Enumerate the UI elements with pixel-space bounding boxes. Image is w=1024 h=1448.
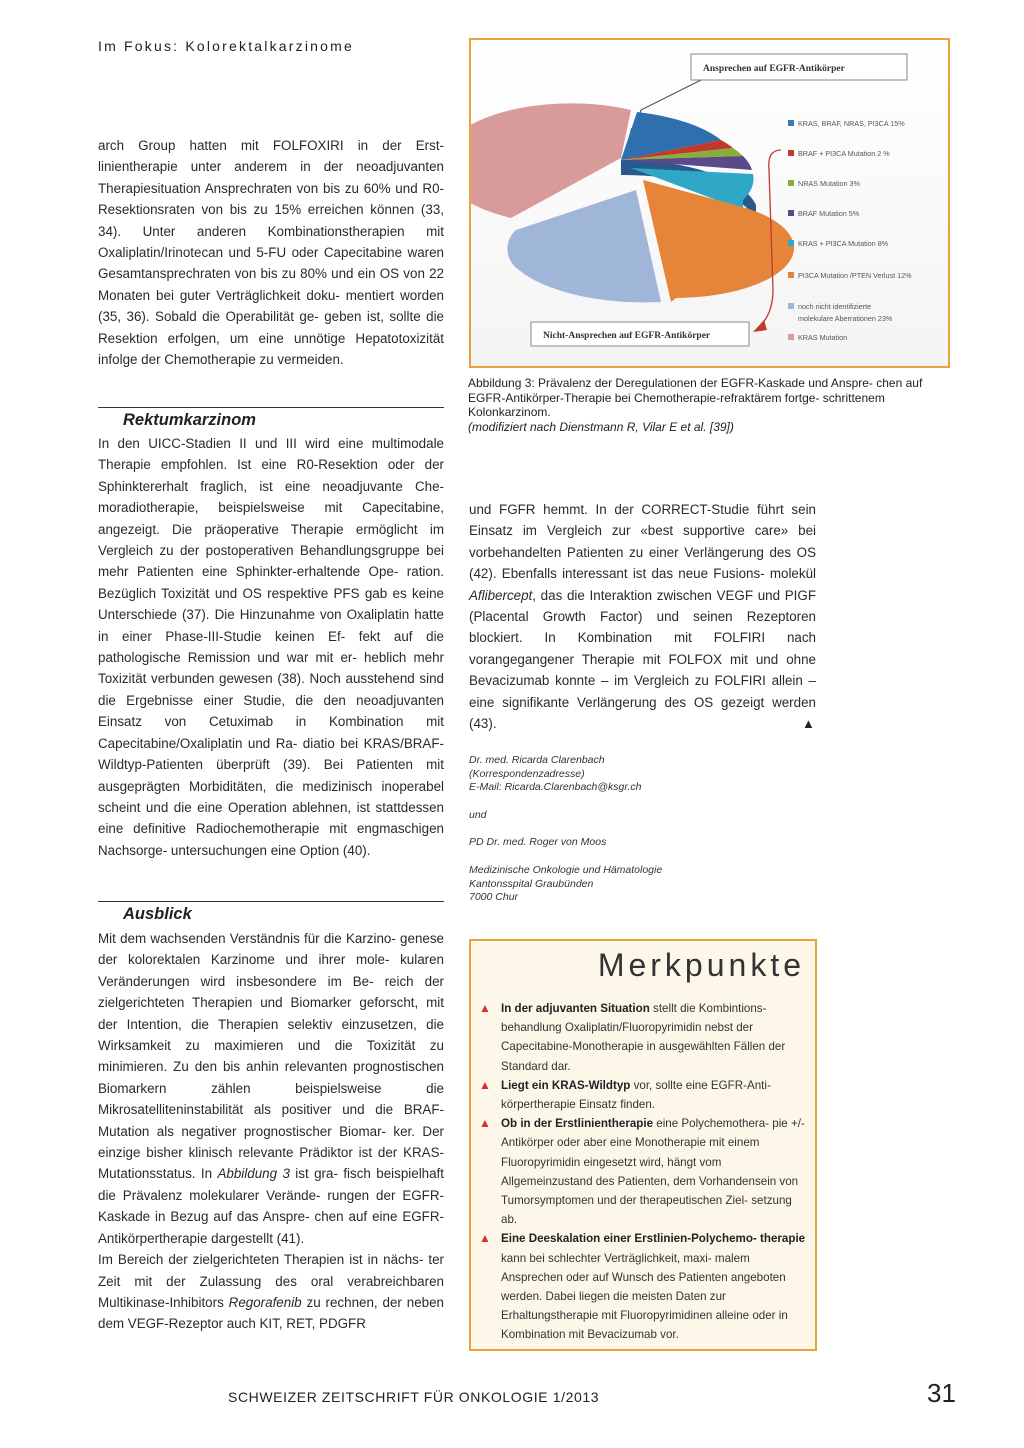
triangle-bullet-icon: ▲ <box>479 1077 491 1092</box>
non-response-label: Nicht-Ansprechen auf EGFR-Antikörper <box>543 331 711 341</box>
legend-swatch <box>788 303 794 309</box>
author-block-1 <box>469 754 642 795</box>
author-name: Dr. med. Ricarda Clarenbach <box>469 754 605 766</box>
section-divider <box>98 407 444 408</box>
list-item <box>479 1076 809 1114</box>
legend-swatch <box>788 120 794 126</box>
item-text: stellt die Kombintions- behandlung Oxaliplatin/Fluoropyrimidin nebst der Capecitabine-Monotherapie in ausgewählten Fällen der Standard dar. <box>501 1002 786 1073</box>
text-run: ist gra- fisch beispielhaft die Prävalenz molekularer Verände- rungen der EGFR-Kaskade in Bezug auf das Anspre- chen auf eine EGFR-Antikörpertherapie dargestellt (41). <box>98 1166 445 1246</box>
author-name-2: PD Dr. med. Roger von Moos <box>469 836 607 848</box>
article-end-mark: ▲ <box>802 716 815 731</box>
item-lead: In der adjuvanten Situation <box>501 1002 650 1015</box>
legend-swatch <box>788 240 794 246</box>
legend-label: KRAS + PI3CA Mutation 8% <box>798 239 889 248</box>
drug-name: Regorafenib <box>228 1294 302 1310</box>
section-title-rektumkarzinom: Rektumkarzinom <box>123 411 256 429</box>
right-column-body <box>469 499 816 734</box>
merkpunkte-title: Merkpunkte <box>597 947 805 983</box>
legend-label: molekulare Aberrationen 23% <box>798 314 893 323</box>
triangle-bullet-icon: ▲ <box>479 1116 491 1131</box>
author-email: E-Mail: Ricarda.Clarenbach@ksgr.ch <box>469 781 642 793</box>
intro-paragraph <box>98 135 444 370</box>
section-divider <box>98 901 444 902</box>
legend-label: KRAS Mutation <box>798 333 848 342</box>
text-run: und FGFR hemmt. In der CORRECT-Studie führt sein Einsatz im Vergleich zur «best supportive care» bei vorbehandelten Patienten zu einer Verlängerung des OS (42). Ebenfalls interessant ist das neue Fusions- molekül <box>469 502 816 582</box>
affiliation-line: Medizinische Onkologie und Hämatologie <box>469 864 663 876</box>
list-item <box>479 999 809 1076</box>
caption-text: Abbildung 3: Prävalenz der Deregulationen der EGFR-Kaskade und Anspre- chen auf EGFR-Antikörper-Therapie bei Chemotherapie-refraktärem fortge- schrittenem Kolonkarzinom. <box>468 376 923 420</box>
list-item <box>479 1229 809 1344</box>
figure-caption <box>468 376 948 434</box>
item-text: eine Polychemothera- pie +/- Antikörper oder aber eine Monotherapie mit einem Fluoropyrimidin eingesetzt wird, hängt vom Allgemeinzustand des Patienten, dem Vorhandensein von Tumorsymptomen und der therapeutischen Ziel- setzung ab. <box>501 1117 805 1227</box>
legend-label: PI3CA Mutation /PTEN Verlust 12% <box>798 271 912 280</box>
affiliation-line: 7000 Chur <box>469 891 519 903</box>
legend-label: BRAF + PI3CA Mutation 2 % <box>798 149 890 158</box>
section-ausblick-body <box>98 928 444 1335</box>
merkpunkte-box <box>469 939 817 1351</box>
affiliation-line: Kantonsspital Graubünden <box>469 877 594 890</box>
legend-label: BRAF Mutation 5% <box>798 209 860 218</box>
figure-reference: Abbildung 3 <box>217 1166 290 1182</box>
item-lead: Eine Deeskalation einer Erstlinien-Polychemo- therapie <box>501 1232 806 1246</box>
legend-label: NRAS Mutation 3% <box>798 179 860 188</box>
author-conjunction: und <box>469 809 487 821</box>
legend-swatch <box>788 334 794 340</box>
legend-swatch <box>788 180 794 186</box>
footer-journal-name: SCHWEIZER ZEITSCHRIFT FÜR ONKOLOGIE 1/2013 <box>228 1389 600 1405</box>
list-item <box>479 1114 809 1229</box>
paragraph <box>98 1249 444 1335</box>
item-text: kann bei schlechter Verträglichkeit, maxi- malem Ansprechen oder auf Wunsch des Patienten angeboten werden. Dabei liegen die meisten Daten zur Erhaltungstherapie mit Fluoropyrimidinen alleine oder in Kombination mit Bevacizumab vor. <box>501 1251 788 1342</box>
merkpunkte-list <box>479 999 809 1345</box>
text-run: zu rechnen, der neben dem VEGF-Rezeptor auch KIT, RET, PDGFR <box>98 1294 444 1332</box>
paragraph <box>469 499 816 734</box>
item-lead: Ob in der Erstlinientherapie <box>501 1117 654 1131</box>
section-title-ausblick: Ausblick <box>123 905 192 923</box>
item-lead: Liegt ein KRAS-Wildtyp <box>501 1078 631 1092</box>
running-header: Im Fokus: Kolorektalkarzinome <box>98 38 354 54</box>
triangle-bullet-icon: ▲ <box>479 1001 491 1015</box>
figure-egfr-pie <box>469 38 950 368</box>
section-rektumkarzinom-body <box>98 433 444 861</box>
paragraph: arch Group hatten mit FOLFOXIRI in der Erst- linientherapie unter anderem in der neoadjuvanten Therapiesituation Ansprechraten von bis zu 60% und R0-Resektionsraten von bis zu 15% erreichen können (33, 34). Unter anderen Kombinationstherapien mit Oxaliplatin/Irinotecan und 5-FU oder Capecitabine waren Gesamtansprechraten von bis zu 80% und ein OS von 22 Monaten bei guter Verträglichkeit doku- mentiert worden (35, 36). Sobald die Operabilität ge- geben ist, sollte die Resektion erfolgen, um eine unnötige Hepatotoxizität infolge der Chemotherapie zu vermeiden. <box>98 138 444 368</box>
text-run: , das die Interaktion zwischen VEGF und PIGF (Placental Growth Factor) und seinen Rezeptoren blockiert. In Kombination mit FOLFIRI nach vorangegangener Therapie mit FOLFOX mit und ohne Bevacizumab konnte – im Vergleich zu FOLFIRI allein – eine signifikante Verlängerung des OS gezeigt werden (43). <box>469 587 816 732</box>
drug-name: Aflibercept <box>469 587 533 603</box>
paragraph <box>98 928 444 1249</box>
pie-chart-graphic <box>471 40 948 366</box>
caption-source: (modifiziert nach Dienstmann R, Vilar E et al. [39]) <box>468 419 734 434</box>
legend-swatch <box>788 272 794 278</box>
paragraph: In den UICC-Stadien II und III wird eine multimodale Therapie empfohlen. Ist eine R0-Resektion oder der Sphinktererhalt fraglich, ist eine neoadjuvante Che- moradiotherapie, beispielsweise mit Capecitabine, angezeigt. Die präoperative Therapie ermöglicht im Vergleich zu der postoperativen Behandlungsgruppe bei mehr Patienten eine Sphinkter-erhaltende Ope- ration. Bezüglich Toxizität und OS respektive PFS gab es keine Unterschiede (37). Die Hinzunahme von Oxaliplatin hatte in einer Phase-III-Studie keinen Ef- fekt auf die pathologische Remission und war mit er- heblich mehr Toxizität verbunden gewesen (38). Noch ausstehend sind die Ergebnisse einer Studie, die den neoadjuvanten Einsatz von Cetuximab in Kombination mit Capecitabine/Oxaliplatin und Ra- diatio bei KRAS/BRAF-Wildtyp-Patienten überprüft (39). Bei Patienten mit ausgeprägten Morbiditäten, die medizinisch inoperabel scheint und die eine Operation ablehnen, ist stattdessen eine definitive Radiochemotherapie mit engmaschigen Nachsorge- untersuchungen eine Option (40). <box>98 436 444 858</box>
text-run: Mit dem wachsenden Verständnis für die Karzino- genese der kolorektalen Karzinome und ihrer mole- kularen Veränderungen wird insbesondere im Be- reich der zielgerichteten Therapien und Biomarker geforscht, mit der Intention, die Therapien selektiv einzusetzen, die Wirksamkeit zu maximieren und die Toxizität zu minimieren. Zu den bis anhin relevanten prognostischen Biomarkern zählen beispielsweise die Mikrosatelliteninstabilität als positiver und die BRAF-Mutation als negativer prognostischer Biomar- ker. Der einzige bisher klinisch relevante Prädiktor ist der KRAS-Mutationsstatus. In <box>98 931 444 1182</box>
text-run: Im Bereich der zielgerichteten Therapien ist in nächs- ter Zeit mit der Zulassung des oral verabreichbaren Multikinase-Inhibitors <box>98 1252 444 1310</box>
author-affiliation <box>469 864 662 905</box>
legend-label: noch nicht identifizierte <box>798 302 872 311</box>
legend-label: KRAS, BRAF, NRAS, PI3CA 15% <box>798 119 905 128</box>
triangle-bullet-icon: ▲ <box>479 1231 491 1246</box>
legend-swatch <box>788 210 794 216</box>
author-note: (Korrespondenzadresse) <box>469 767 585 780</box>
item-text: vor, sollte eine EGFR-Anti- körpertherapie Einsatz finden. <box>501 1078 771 1112</box>
response-label: Ansprechen auf EGFR-Antikörper <box>703 64 845 74</box>
page-number: 31 <box>927 1378 956 1408</box>
legend-swatch <box>788 150 794 156</box>
